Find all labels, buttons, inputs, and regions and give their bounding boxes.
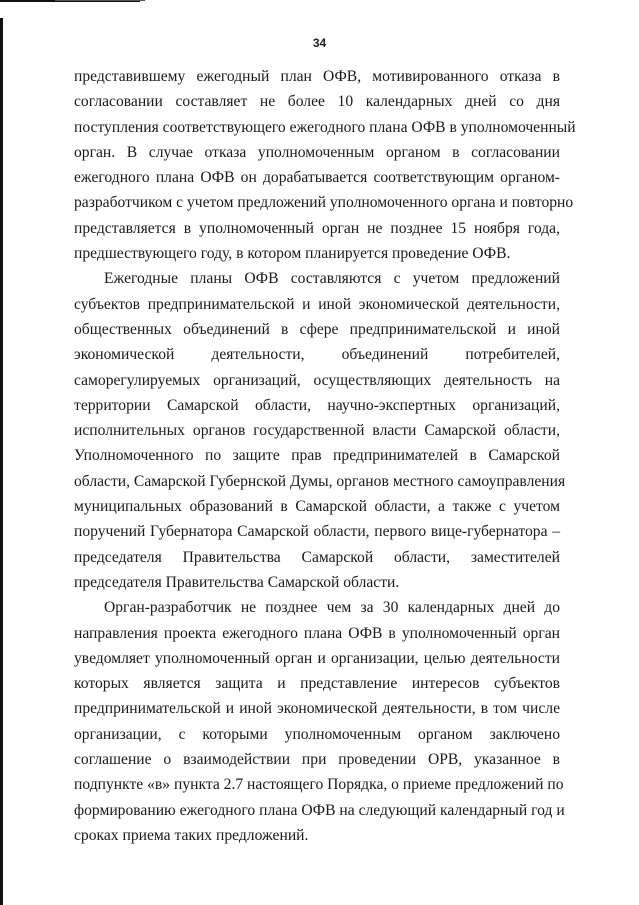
text-line: представившему ежегодный план ОФВ, мотивированного отказа в <box>74 68 560 85</box>
text-line: которых является защита и представление интересов субъектов <box>74 675 560 693</box>
text-line: председателя Правительства Самарской области, заместителей <box>74 548 560 566</box>
text-line: исполнительных органов государственной власти Самарской области, <box>74 422 560 440</box>
paragraph-developer-body <box>74 595 565 848</box>
text-line: ежегодного плана ОФВ он дорабатывается соответствующим органом- <box>74 169 560 187</box>
text-line: поступления соответствующего ежегодного плана ОФВ в уполномоченный <box>74 118 576 136</box>
text-line: Орган-разработчик не позднее чем за 30 календарных дней до <box>104 599 560 617</box>
text-line: субъектов предпринимательской и иной экономической деятельности, <box>74 295 560 313</box>
text-line: подпункте «в» пункта 2.7 настоящего Порядка, о приеме предложений по <box>74 776 564 794</box>
text-line: организации, с которыми уполномоченным органом заключено <box>74 725 560 743</box>
paragraph-continuation <box>74 64 576 266</box>
text-line: соглашение о взаимодействии при проведении ОРВ, указанное в <box>74 751 560 769</box>
text-line: сроках приема таких предложений. <box>74 826 309 844</box>
text-line: председателя Правительства Самарской области. <box>74 573 400 591</box>
text-line: Ежегодные планы ОФВ составляются с учетом предложений <box>104 270 560 288</box>
scan-edge-left <box>0 18 3 905</box>
text-line: общественных объединений в сфере предпринимательской и иной <box>74 320 560 338</box>
document-body <box>74 64 576 848</box>
text-line: уведомляет уполномоченный орган и организации, целью деятельности <box>74 649 560 667</box>
scan-edge-top-shadow <box>55 0 145 1</box>
text-line: муниципальных образований в Самарской области, а также с учетом <box>74 498 560 516</box>
text-line: формированию ежегодного плана ОФВ на следующий календарный год и <box>74 801 565 819</box>
text-line: орган. В случае отказа уполномоченным органом в согласовании <box>74 143 560 161</box>
paragraph-annual-plans <box>74 266 566 595</box>
text-line: области, Самарской Губернской Думы, органов местного самоуправления <box>74 472 566 490</box>
text-line: саморегулируемых организаций, осуществляющих деятельность на <box>74 371 560 389</box>
text-line: согласовании составляет не более 10 календарных дней со дня <box>74 93 560 111</box>
text-line: представляется в уполномоченный орган не позднее 15 ноября года, <box>74 219 560 237</box>
text-line: территории Самарской области, научно-экспертных организаций, <box>74 396 560 414</box>
text-line: поручений Губернатора Самарской области, первого вице-губернатора – <box>74 523 560 541</box>
text-line: экономической деятельности, объединений потребителей, <box>74 346 560 364</box>
text-line: предпринимательской и иной экономической деятельности, в том числе <box>74 700 560 718</box>
page-number: 34 <box>312 36 327 50</box>
text-line: направления проекта ежегодного плана ОФВ в уполномоченный орган <box>74 624 560 642</box>
text-line: разработчиком с учетом предложений уполномоченного органа и повторно <box>74 194 574 212</box>
text-line: Уполномоченного по защите прав предпринимателей в Самарской <box>74 447 560 465</box>
text-line: предшествующего году, в котором планируется проведение ОФВ. <box>74 245 511 263</box>
